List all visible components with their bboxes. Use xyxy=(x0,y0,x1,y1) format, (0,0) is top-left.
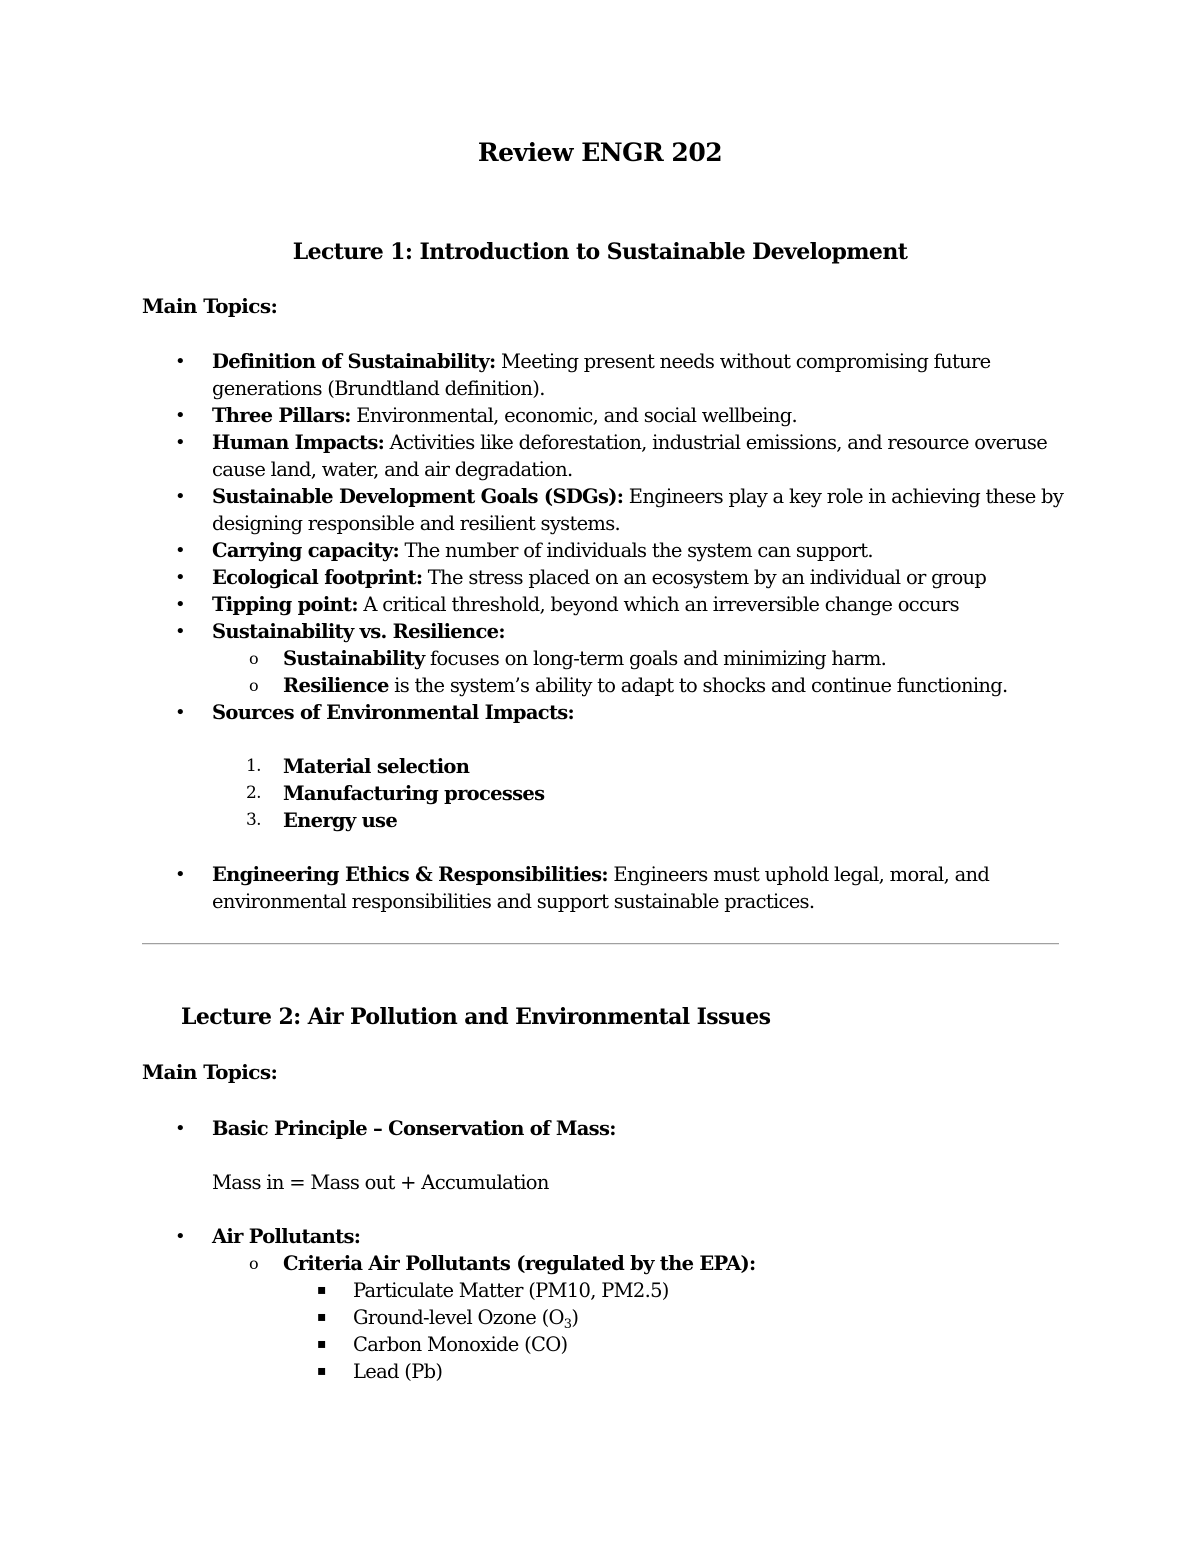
bullet-icon: • xyxy=(175,1226,185,1247)
pollutant-item xyxy=(142,1277,1102,1304)
bullet-icon: • xyxy=(175,621,185,642)
circle-bullet-icon: o xyxy=(249,649,258,668)
item-term: Air Pollutants: xyxy=(212,1225,361,1248)
item-text: Environmental, economic, and social wellbeing. xyxy=(350,404,797,427)
list-item xyxy=(142,564,1102,591)
bullet-icon: • xyxy=(175,486,185,507)
pollutant-label: Carbon Monoxide (CO) xyxy=(353,1333,568,1356)
lecture2-main-topics: Main Topics: xyxy=(142,1060,278,1084)
bullet-icon: • xyxy=(175,864,185,885)
item-number: 3. xyxy=(246,810,261,830)
sub-list-item xyxy=(142,672,1102,699)
bullet-icon: • xyxy=(175,567,185,588)
numbered-item xyxy=(142,753,1102,780)
item-term: Sustainability xyxy=(283,647,425,670)
numbered-item xyxy=(142,780,1102,807)
bullet-icon: • xyxy=(175,1118,185,1139)
list-item xyxy=(142,483,1102,537)
pollutant-label: Particulate Matter (PM10, PM2.5) xyxy=(353,1279,669,1302)
item-term: Ecological footprint: xyxy=(212,566,423,589)
item-text: The number of individuals the system can support. xyxy=(399,539,873,562)
list-item xyxy=(142,402,1102,429)
bullet-icon: • xyxy=(175,351,185,372)
square-bullet-icon: ▪ xyxy=(317,1309,326,1325)
item-text: The stress placed on an ecosystem by an individual or group xyxy=(422,566,987,589)
item-term: Criteria Air Pollutants (regulated by the EPA): xyxy=(283,1252,756,1275)
pollutant-item xyxy=(142,1304,1102,1331)
item-text: Engineers must uphold legal, moral, and environmental responsibilities and support sustainable practices. xyxy=(212,863,990,913)
ozone-label: Ground-level Ozone (O xyxy=(353,1306,564,1329)
item-text: is the system’s ability to adapt to shocks and continue functioning. xyxy=(388,674,1008,697)
numbered-item xyxy=(142,807,1102,834)
list-item xyxy=(142,861,1102,915)
bullet-icon: • xyxy=(175,702,185,723)
bullet-icon: • xyxy=(175,432,185,453)
circle-bullet-icon: o xyxy=(249,1254,258,1273)
item-term: Definition of Sustainability: xyxy=(212,350,496,373)
lecture2-topic-list xyxy=(142,1115,1102,1385)
sub-list-item xyxy=(142,1250,1102,1277)
bullet-icon: • xyxy=(175,540,185,561)
sub-list-item xyxy=(142,645,1102,672)
list-item xyxy=(142,1115,1102,1142)
item-term: Sources of Environmental Impacts: xyxy=(212,701,575,724)
item-text: A critical threshold, beyond which an irreversible change occurs xyxy=(357,593,959,616)
square-bullet-icon: ▪ xyxy=(317,1336,326,1352)
square-bullet-icon: ▪ xyxy=(317,1363,326,1379)
item-text: Engineers play a key role in achieving these by designing responsible and resilient systems. xyxy=(212,485,1064,535)
ozone-subscript: 3 xyxy=(563,1317,572,1332)
item-term: Sustainable Development Goals (SDGs): xyxy=(212,485,624,508)
pollutant-item xyxy=(142,1331,1102,1358)
page-title: Review ENGR 202 xyxy=(477,138,723,167)
list-item xyxy=(142,618,1102,645)
list-item xyxy=(142,348,1102,402)
pollutant-label xyxy=(353,1304,1102,1331)
item-term: Carrying capacity: xyxy=(212,539,400,562)
pollutant-item xyxy=(142,1358,1102,1385)
circle-bullet-icon: o xyxy=(249,676,258,695)
lecture1-topic-list xyxy=(142,348,1102,915)
item-term: Basic Principle – Conservation of Mass: xyxy=(212,1117,616,1140)
list-item xyxy=(142,537,1102,564)
item-term: Tipping point: xyxy=(212,593,358,616)
item-label: Material selection xyxy=(283,755,470,778)
item-term: Sustainability vs. Resilience: xyxy=(212,620,505,643)
mass-balance-equation: Mass in = Mass out + Accumulation xyxy=(212,1171,549,1194)
bullet-icon: • xyxy=(175,594,185,615)
item-number: 2. xyxy=(246,783,261,803)
ozone-suffix: ) xyxy=(571,1306,579,1329)
item-term: Engineering Ethics & Responsibilities: xyxy=(212,863,608,886)
item-text: Meeting present needs without compromising future generations (Brundtland definition). xyxy=(212,350,991,400)
list-item xyxy=(142,1223,1102,1250)
item-label: Manufacturing processes xyxy=(283,782,545,805)
lecture1-heading: Lecture 1: Introduction to Sustainable Development xyxy=(292,239,908,265)
lecture1-main-topics: Main Topics: xyxy=(142,294,278,318)
bullet-icon: • xyxy=(175,405,185,426)
item-term: Resilience xyxy=(283,674,389,697)
list-item xyxy=(142,591,1102,618)
square-bullet-icon: ▪ xyxy=(317,1282,326,1298)
list-item xyxy=(142,429,1102,483)
item-text: Activities like deforestation, industrial emissions, and resource overuse cause land, water, and air degradation. xyxy=(212,431,1048,481)
item-term: Human Impacts: xyxy=(212,431,385,454)
list-item xyxy=(142,699,1102,726)
item-label: Energy use xyxy=(283,809,398,832)
item-number: 1. xyxy=(246,756,261,776)
item-term: Three Pillars: xyxy=(212,404,351,427)
item-text: focuses on long-term goals and minimizing harm. xyxy=(424,647,887,670)
horizontal-divider xyxy=(142,943,1059,945)
lecture2-heading: Lecture 2: Air Pollution and Environmental Issues xyxy=(181,1004,771,1030)
pollutant-label: Lead (Pb) xyxy=(353,1360,443,1383)
